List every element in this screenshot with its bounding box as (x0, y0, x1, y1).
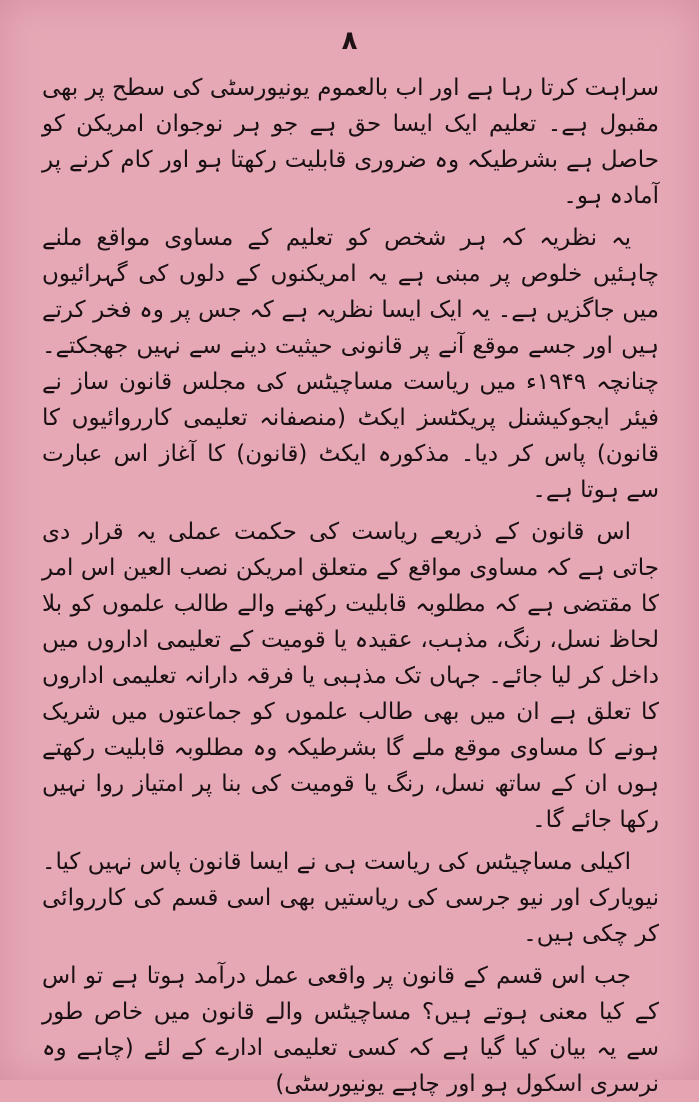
body-text (42, 70, 659, 1102)
paragraph-5: جب اس قسم کے قانون پر واقعی عمل درآمد ہوتا ہے تو اس کے کیا معنی ہوتے ہیں؟ مساچیٹس والے قانون میں خاص طور سے یہ بیان کیا گیا ہے کہ کسی تعلیمی ادارے کے لئے (چاہے وہ نرسری اسکول ہو اور چاہے یونیورسٹی) (42, 963, 659, 1097)
paragraph-2: یہ نظریہ کہ ہر شخص کو تعلیم کے مساوی مواقع ملنے چاہئیں خلوص پر مبنی ہے یہ امریکنوں کے دلوں کی گہرائیوں میں جاگزیں ہے۔ یہ ایک ایسا نظریہ ہے کہ جس پر وہ فخر کرتے ہیں اور جسے موقع آنے پر قانونی حیثیت دینے سے نہیں جھجکتے۔ چنانچہ ۱۹۴۹ء میں ریاست مساچیٹس کی مجلس قانون ساز نے فیئر ایجوکیشنل پریکٹسز ایکٹ (منصفانہ تعلیمی کارروائیوں کا قانون) پاس کر دیا۔ مذکورہ ایکٹ (قانون) کا آغاز اس عبارت سے ہوتا ہے۔ (42, 225, 660, 503)
paragraph-1: سراہت کرتا رہا ہے اور اب بالعموم یونیورسٹی کی سطح پر بھی مقبول ہے۔ تعلیم ایک ایسا حق ہے جو ہر نوجوان امریکن کو حاصل ہے بشرطیکہ وہ ضروری قابلیت رکھتا ہو اور کام کرنے پر آمادہ ہو۔ (42, 75, 659, 209)
paragraph-4: اکیلی مساچیٹس کی ریاست ہی نے ایسا قانون پاس نہیں کیا۔ نیویارک اور نیو جرسی کی ریاستیں بھی اسی قسم کی کارروائی کر چکی ہیں۔ (42, 849, 659, 947)
paragraph-3: اس قانون کے ذریعے ریاست کی حکمت عملی یہ قرار دی جاتی ہے کہ مساوی مواقع کے متعلق امریکن نصب العین اس امر کا مقتضی ہے کہ مطلوبہ قابلیت رکھنے والے طالب علموں کو بلا لحاظ نسل، رنگ، مذہب، عقیدہ یا قومیت کے تعلیمی اداروں میں داخل کر لیا جائے۔ جہاں تک مذہبی یا فرقہ دارانہ تعلیمی اداروں کا تعلق ہے ان میں بھی طالب علموں کو جماعتوں میں شریک ہونے کا مساوی موقع ملے گا بشرطیکہ وہ مطلوبہ قابلیت رکھتے ہوں ان کے ساتھ نسل، رنگ یا قومیت کی بنا پر امتیاز روا نہیں رکھا جائے گا۔ (42, 519, 659, 833)
page-number: ٨ (341, 26, 358, 56)
